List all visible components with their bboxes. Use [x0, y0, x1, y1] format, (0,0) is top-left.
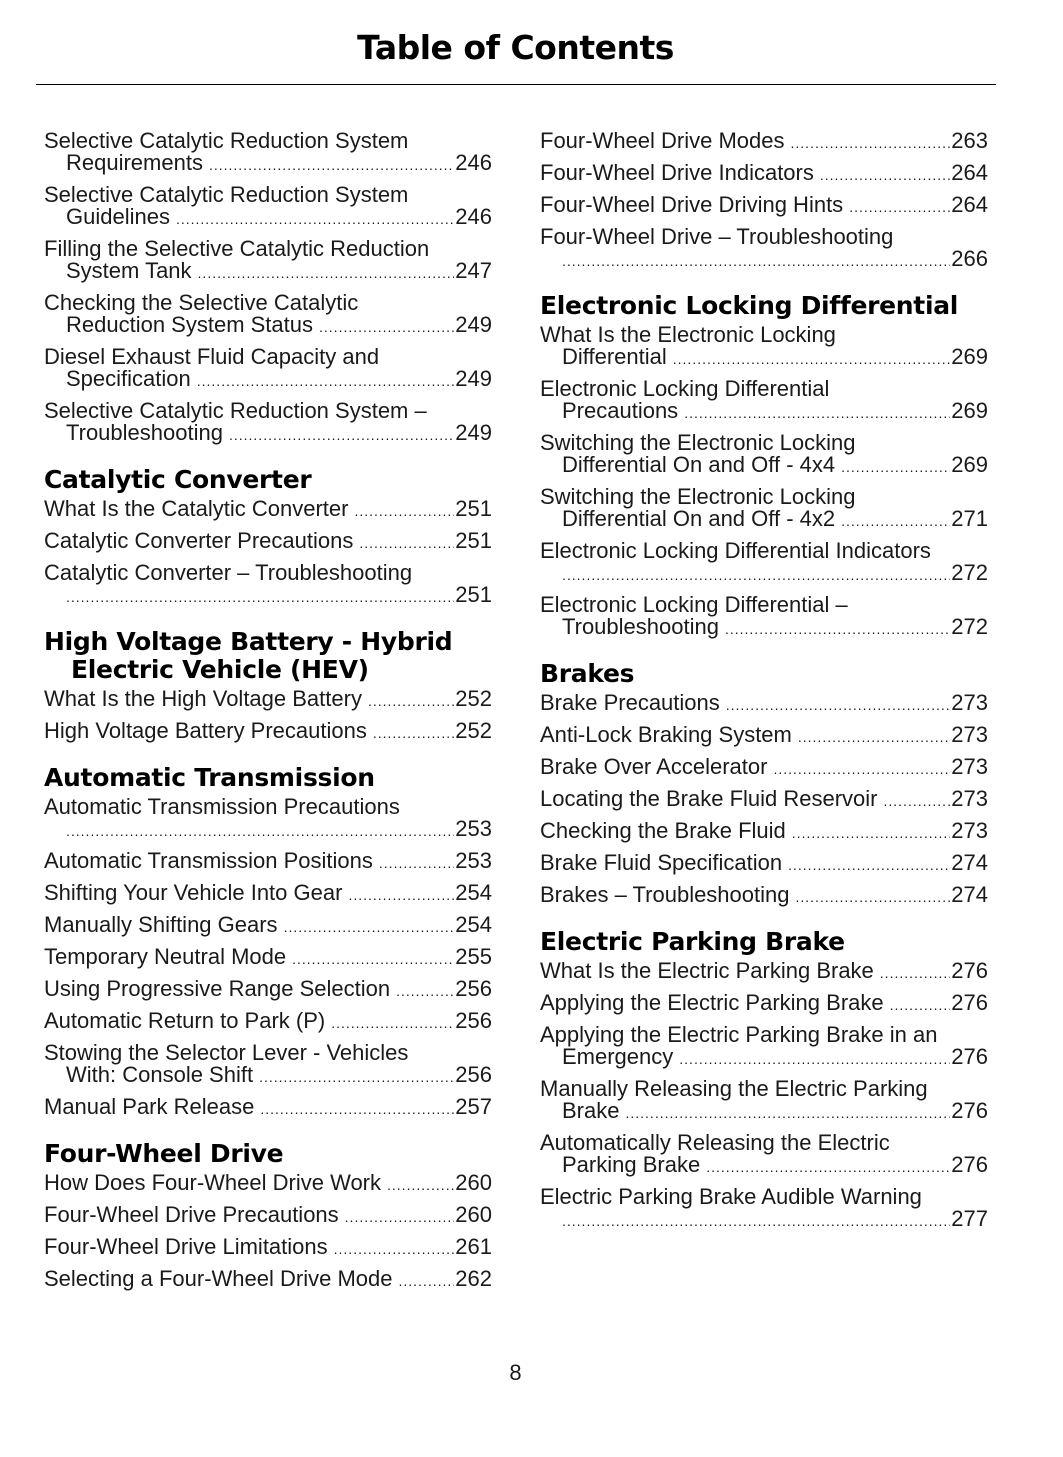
toc-entry[interactable] — [540, 486, 988, 532]
toc-entry-title: Checking the Brake Fluid — [540, 818, 786, 843]
toc-entry-row — [44, 978, 492, 1002]
toc-entry[interactable] — [540, 788, 988, 812]
toc-page-number: 249 — [455, 312, 492, 337]
toc-entry[interactable] — [540, 1132, 988, 1178]
toc-entry-row — [540, 820, 988, 844]
toc-entry-title: Brake Precautions — [540, 690, 720, 715]
dot-leader — [284, 916, 455, 938]
toc-page-number: 247 — [455, 258, 492, 283]
toc-page-number: 246 — [455, 204, 492, 229]
toc-entry-title: Brake Fluid Specification — [540, 850, 783, 875]
toc-page-number: 261 — [455, 1234, 492, 1259]
toc-entry-title: What Is the Catalytic Converter — [44, 496, 349, 521]
toc-entry-title: Manually Releasing the Electric Parking — [540, 1076, 928, 1101]
toc-entry-row — [44, 720, 492, 744]
toc-entry-row — [540, 194, 988, 218]
dot-leader — [880, 962, 950, 984]
toc-entry[interactable] — [44, 184, 492, 230]
toc-entry-title: Anti-Lock Braking System — [540, 722, 792, 747]
toc-entry[interactable] — [44, 688, 492, 712]
toc-entry[interactable] — [44, 1172, 492, 1196]
toc-entry-title: Electronic Locking Differential Indicators — [540, 538, 931, 563]
toc-page-number: 269 — [951, 398, 988, 423]
toc-entry-row — [44, 260, 492, 284]
toc-entry-title: Checking the Selective Catalytic — [44, 290, 359, 315]
toc-page-number: 256 — [455, 976, 492, 1001]
toc-entry[interactable] — [540, 540, 988, 586]
toc-left-column — [44, 130, 492, 1300]
toc-entry-row — [44, 850, 492, 874]
toc-entry[interactable] — [44, 978, 492, 1002]
toc-entry-title: What Is the Electronic Locking — [540, 322, 836, 347]
toc-page-number: 252 — [455, 686, 492, 711]
toc-entry-title-cont: Troubleshooting — [562, 614, 719, 639]
toc-entry-title-cont: Emergency — [562, 1044, 674, 1069]
dot-leader — [259, 1066, 454, 1088]
toc-page-number: 274 — [951, 850, 988, 875]
toc-entry-row — [540, 1100, 988, 1124]
section-heading — [44, 1140, 492, 1168]
dot-leader — [788, 854, 950, 876]
toc-entry-row — [44, 206, 492, 230]
toc-entry-row — [44, 818, 492, 842]
toc-entry-title: Manual Park Release — [44, 1094, 255, 1119]
toc-entry[interactable] — [44, 796, 492, 842]
toc-entry-title: Four-Wheel Drive Limitations — [44, 1234, 328, 1259]
toc-entry-title: How Does Four-Wheel Drive Work — [44, 1170, 382, 1195]
section-heading-line: Brakes — [540, 659, 635, 688]
section-heading-line: Electronic Locking Differential — [540, 291, 959, 320]
toc-entry-row — [540, 162, 988, 186]
toc-page-number: 264 — [951, 192, 988, 217]
toc-entry-title-cont: Parking Brake — [562, 1152, 701, 1177]
toc-entry-row — [44, 368, 492, 392]
toc-entry[interactable] — [44, 1096, 492, 1120]
toc-entry-title: Electric Parking Brake Audible Warning — [540, 1184, 922, 1209]
dot-leader — [197, 370, 455, 392]
toc-entry-title: Four-Wheel Drive – Troubleshooting — [540, 224, 894, 249]
toc-entry[interactable] — [540, 1078, 988, 1124]
toc-entry-title: Selective Catalytic Reduction System — [44, 128, 409, 153]
toc-entry[interactable] — [540, 162, 988, 186]
dot-leader — [398, 1270, 454, 1292]
toc-entry[interactable] — [44, 882, 492, 906]
toc-entry-title: Switching the Electronic Locking — [540, 484, 856, 509]
toc-entry-row — [44, 314, 492, 338]
toc-entry-row — [540, 756, 988, 780]
toc-entry[interactable] — [44, 720, 492, 744]
toc-page-number: 273 — [951, 818, 988, 843]
toc-entry[interactable] — [540, 1186, 988, 1232]
toc-entry-row — [44, 882, 492, 906]
toc-entry[interactable] — [540, 194, 988, 218]
toc-entry[interactable] — [44, 498, 492, 522]
dot-leader — [368, 690, 454, 712]
dot-leader — [792, 822, 950, 844]
toc-entry-title-cont: Guidelines — [66, 204, 170, 229]
dot-leader — [798, 726, 950, 748]
toc-page-number: 260 — [455, 1170, 492, 1195]
dot-leader — [706, 1156, 950, 1178]
toc-entry[interactable] — [44, 914, 492, 938]
toc-entry-title: Brake Over Accelerator — [540, 754, 768, 779]
toc-entry-title-cont: Precautions — [562, 398, 679, 423]
toc-entry-title: Brakes – Troubleshooting — [540, 882, 790, 907]
dot-leader — [841, 510, 950, 532]
dot-leader — [820, 164, 950, 186]
toc-entry-row — [44, 1064, 492, 1088]
dot-leader — [379, 852, 454, 874]
toc-page-number: 273 — [951, 722, 988, 747]
toc-entry[interactable] — [540, 884, 988, 908]
toc-entry[interactable] — [540, 960, 988, 984]
dot-leader — [176, 208, 454, 230]
toc-entry[interactable] — [44, 562, 492, 608]
toc-right-column — [540, 130, 988, 1240]
toc-entry-title: Using Progressive Range Selection — [44, 976, 391, 1001]
dot-leader — [679, 1048, 950, 1070]
toc-entry-title: Selecting a Four-Wheel Drive Mode — [44, 1266, 393, 1291]
toc-entry[interactable] — [540, 594, 988, 640]
toc-entry-row — [44, 688, 492, 712]
dot-leader — [725, 618, 950, 640]
dot-leader — [331, 1012, 454, 1034]
section-heading — [540, 928, 988, 956]
dot-leader — [562, 1210, 950, 1232]
toc-page-number: 271 — [951, 506, 988, 531]
dot-leader — [841, 456, 950, 478]
toc-entry[interactable] — [540, 852, 988, 876]
toc-entry-title-cont: Troubleshooting — [66, 420, 223, 445]
toc-entry-title-cont: System Tank — [66, 258, 192, 283]
toc-entry-title: High Voltage Battery Precautions — [44, 718, 367, 743]
toc-entry[interactable] — [44, 850, 492, 874]
dot-leader — [260, 1098, 454, 1120]
toc-entry-title: Automatic Transmission Positions — [44, 848, 373, 873]
toc-page-number: 251 — [455, 496, 492, 521]
dot-leader — [684, 402, 950, 424]
toc-entry-title-cont: Requirements — [66, 150, 203, 175]
toc-entry-title: Locating the Brake Fluid Reservoir — [540, 786, 878, 811]
toc-entry-row — [540, 884, 988, 908]
dot-leader — [359, 532, 454, 554]
toc-page-number: 254 — [455, 912, 492, 937]
toc-entry-title: Selective Catalytic Reduction System – — [44, 398, 427, 423]
toc-entry-title-cont: Reduction System Status — [66, 312, 314, 337]
toc-entry-row — [44, 1268, 492, 1292]
toc-entry-row — [44, 530, 492, 554]
dot-leader — [66, 820, 454, 842]
toc-entry[interactable] — [44, 400, 492, 446]
toc-entry-row — [540, 724, 988, 748]
toc-entry[interactable] — [540, 378, 988, 424]
toc-entry-title: Automatic Return to Park (P) — [44, 1008, 326, 1033]
section-heading-line: Electric Parking Brake — [540, 927, 845, 956]
title-divider — [36, 84, 996, 85]
section-heading — [44, 628, 492, 684]
toc-entry-title: Switching the Electronic Locking — [540, 430, 856, 455]
toc-entry-title: Electronic Locking Differential – — [540, 592, 848, 617]
toc-entry-row — [540, 562, 988, 586]
toc-entry[interactable] — [540, 130, 988, 154]
toc-entry-row — [44, 914, 492, 938]
toc-entry-title: Selective Catalytic Reduction System — [44, 182, 409, 207]
toc-entry-title: Diesel Exhaust Fluid Capacity and — [44, 344, 380, 369]
toc-entry-title-cont: Differential On and Off - 4x4 — [562, 452, 836, 477]
dot-leader — [229, 424, 454, 446]
toc-entry[interactable] — [44, 238, 492, 284]
toc-entry-title: Applying the Electric Parking Brake — [540, 990, 884, 1015]
toc-entry-title-cont: Differential — [562, 344, 667, 369]
toc-entry-title: What Is the Electric Parking Brake — [540, 958, 874, 983]
toc-page-number: 273 — [951, 754, 988, 779]
toc-entry-title: Automatic Transmission Precautions — [44, 794, 400, 819]
dot-leader — [209, 154, 454, 176]
toc-page-number: 249 — [455, 420, 492, 445]
toc-page-number: 263 — [951, 128, 988, 153]
toc-entry-row — [540, 992, 988, 1016]
toc-page-number: 269 — [951, 344, 988, 369]
toc-entry-row — [44, 1172, 492, 1196]
toc-page-number: 273 — [951, 690, 988, 715]
dot-leader — [292, 948, 454, 970]
toc-page-number: 246 — [455, 150, 492, 175]
toc-entry[interactable] — [540, 226, 988, 272]
section-heading-line: Catalytic Converter — [44, 465, 312, 494]
dot-leader — [562, 564, 950, 586]
toc-entry-title: Automatically Releasing the Electric — [540, 1130, 890, 1155]
toc-entry-title: Electronic Locking Differential — [540, 376, 830, 401]
toc-entry[interactable] — [44, 130, 492, 176]
toc-page-number: 249 — [455, 366, 492, 391]
toc-page-number: 255 — [455, 944, 492, 969]
toc-entry-row — [540, 788, 988, 812]
toc-entry[interactable] — [540, 820, 988, 844]
toc-entry[interactable] — [540, 724, 988, 748]
section-heading-line: Automatic Transmission — [44, 763, 375, 792]
toc-page-number: 276 — [951, 1152, 988, 1177]
toc-page-number: 257 — [455, 1094, 492, 1119]
dot-leader — [726, 694, 951, 716]
toc-entry-row — [540, 616, 988, 640]
toc-entry-row — [540, 960, 988, 984]
toc-entry-row — [540, 1046, 988, 1070]
toc-entry[interactable] — [44, 1204, 492, 1228]
dot-leader — [673, 348, 951, 370]
toc-page-number: 269 — [951, 452, 988, 477]
toc-entry-row — [44, 498, 492, 522]
toc-entry[interactable] — [540, 992, 988, 1016]
toc-page-number: 256 — [455, 1008, 492, 1033]
dot-leader — [319, 316, 454, 338]
toc-page-number: 276 — [951, 1044, 988, 1069]
toc-page-number: 264 — [951, 160, 988, 185]
section-heading-line: Four-Wheel Drive — [44, 1139, 284, 1168]
toc-entry[interactable] — [44, 1010, 492, 1034]
dot-leader — [773, 758, 950, 780]
toc-entry[interactable] — [44, 346, 492, 392]
dot-leader — [625, 1102, 950, 1124]
toc-entry-row — [44, 1096, 492, 1120]
toc-page-number: 251 — [455, 528, 492, 553]
toc-page-number: 262 — [455, 1266, 492, 1291]
dot-leader — [396, 980, 454, 1002]
toc-entry-title: Filling the Selective Catalytic Reduction — [44, 236, 430, 261]
toc-page-number: 276 — [951, 990, 988, 1015]
toc-entry-title-cont: With: Console Shift — [66, 1062, 254, 1087]
dot-leader — [884, 790, 951, 812]
dot-leader — [890, 994, 951, 1016]
toc-entry-row — [44, 1010, 492, 1034]
toc-page-number: 256 — [455, 1062, 492, 1087]
toc-page-number: 260 — [455, 1202, 492, 1227]
toc-entry-title-cont: Specification — [66, 366, 191, 391]
section-heading — [44, 466, 492, 494]
toc-page-number: 274 — [951, 882, 988, 907]
section-heading-line: High Voltage Battery - Hybrid — [44, 627, 453, 656]
toc-entry-title: Manually Shifting Gears — [44, 912, 278, 937]
toc-page-number: 272 — [951, 560, 988, 585]
toc-entry-title: Four-Wheel Drive Indicators — [540, 160, 814, 185]
toc-entry-title: Stowing the Selector Lever - Vehicles — [44, 1040, 409, 1065]
toc-entry[interactable] — [44, 292, 492, 338]
toc-entry-title-cont: Differential On and Off - 4x2 — [562, 506, 836, 531]
toc-page-number: 251 — [455, 582, 492, 607]
section-heading — [44, 764, 492, 792]
toc-entry-row — [540, 1154, 988, 1178]
toc-entry-title-cont: Brake — [562, 1098, 620, 1123]
toc-entry[interactable] — [540, 324, 988, 370]
toc-entry-row — [540, 130, 988, 154]
toc-entry[interactable] — [44, 1042, 492, 1088]
toc-page-number: 266 — [951, 246, 988, 271]
toc-entry-row — [540, 400, 988, 424]
toc-entry[interactable] — [44, 946, 492, 970]
toc-entry[interactable] — [540, 432, 988, 478]
toc-entry[interactable] — [44, 530, 492, 554]
toc-entry-row — [540, 508, 988, 532]
toc-entry-title: Four-Wheel Drive Driving Hints — [540, 192, 844, 217]
dot-leader — [66, 586, 454, 608]
dot-leader — [345, 1206, 455, 1228]
dot-leader — [387, 1174, 454, 1196]
page-title: Table of Contents — [357, 28, 674, 67]
toc-entry[interactable] — [540, 1024, 988, 1070]
toc-page-number: 253 — [455, 848, 492, 873]
toc-entry-title: Temporary Neutral Mode — [44, 944, 287, 969]
dot-leader — [796, 886, 951, 908]
toc-entry-row — [44, 1236, 492, 1260]
toc-entry-row — [44, 422, 492, 446]
toc-entry-row — [540, 692, 988, 716]
toc-entry-row — [44, 584, 492, 608]
toc-page-number: 276 — [951, 1098, 988, 1123]
toc-entry[interactable] — [44, 1268, 492, 1292]
dot-leader — [791, 132, 951, 154]
toc-entry-row — [540, 346, 988, 370]
toc-entry[interactable] — [540, 756, 988, 780]
dot-leader — [373, 722, 454, 744]
dot-leader — [334, 1238, 455, 1260]
dot-leader — [198, 262, 455, 284]
toc-entry-row — [44, 1204, 492, 1228]
toc-page-number: 252 — [455, 718, 492, 743]
toc-page-number: 277 — [951, 1206, 988, 1231]
toc-entry-title: Four-Wheel Drive Precautions — [44, 1202, 339, 1227]
toc-entry-row — [44, 152, 492, 176]
toc-entry-title: Shifting Your Vehicle Into Gear — [44, 880, 343, 905]
toc-page-number: 272 — [951, 614, 988, 639]
toc-entry-title: Catalytic Converter Precautions — [44, 528, 354, 553]
toc-entry[interactable] — [540, 692, 988, 716]
toc-page-number: 253 — [455, 816, 492, 841]
toc-entry-row — [540, 1208, 988, 1232]
toc-page-number: 276 — [951, 958, 988, 983]
dot-leader — [849, 196, 950, 218]
page-number: 8 — [509, 1360, 522, 1385]
dot-leader — [354, 500, 454, 522]
dot-leader — [348, 884, 454, 906]
toc-entry-row — [540, 248, 988, 272]
toc-entry-row — [540, 454, 988, 478]
toc-entry-title: What Is the High Voltage Battery — [44, 686, 362, 711]
toc-entry-title: Catalytic Converter – Troubleshooting — [44, 560, 413, 585]
toc-entry-title: Applying the Electric Parking Brake in an — [540, 1022, 938, 1047]
toc-page-number: 273 — [951, 786, 988, 811]
toc-page-number: 254 — [455, 880, 492, 905]
section-heading-line: Electric Vehicle (HEV) — [71, 655, 369, 684]
dot-leader — [562, 250, 950, 272]
section-heading — [540, 292, 988, 320]
section-heading — [540, 660, 988, 688]
toc-entry[interactable] — [44, 1236, 492, 1260]
toc-entry-row — [44, 946, 492, 970]
toc-entry-title: Four-Wheel Drive Modes — [540, 128, 785, 153]
toc-entry-row — [540, 852, 988, 876]
